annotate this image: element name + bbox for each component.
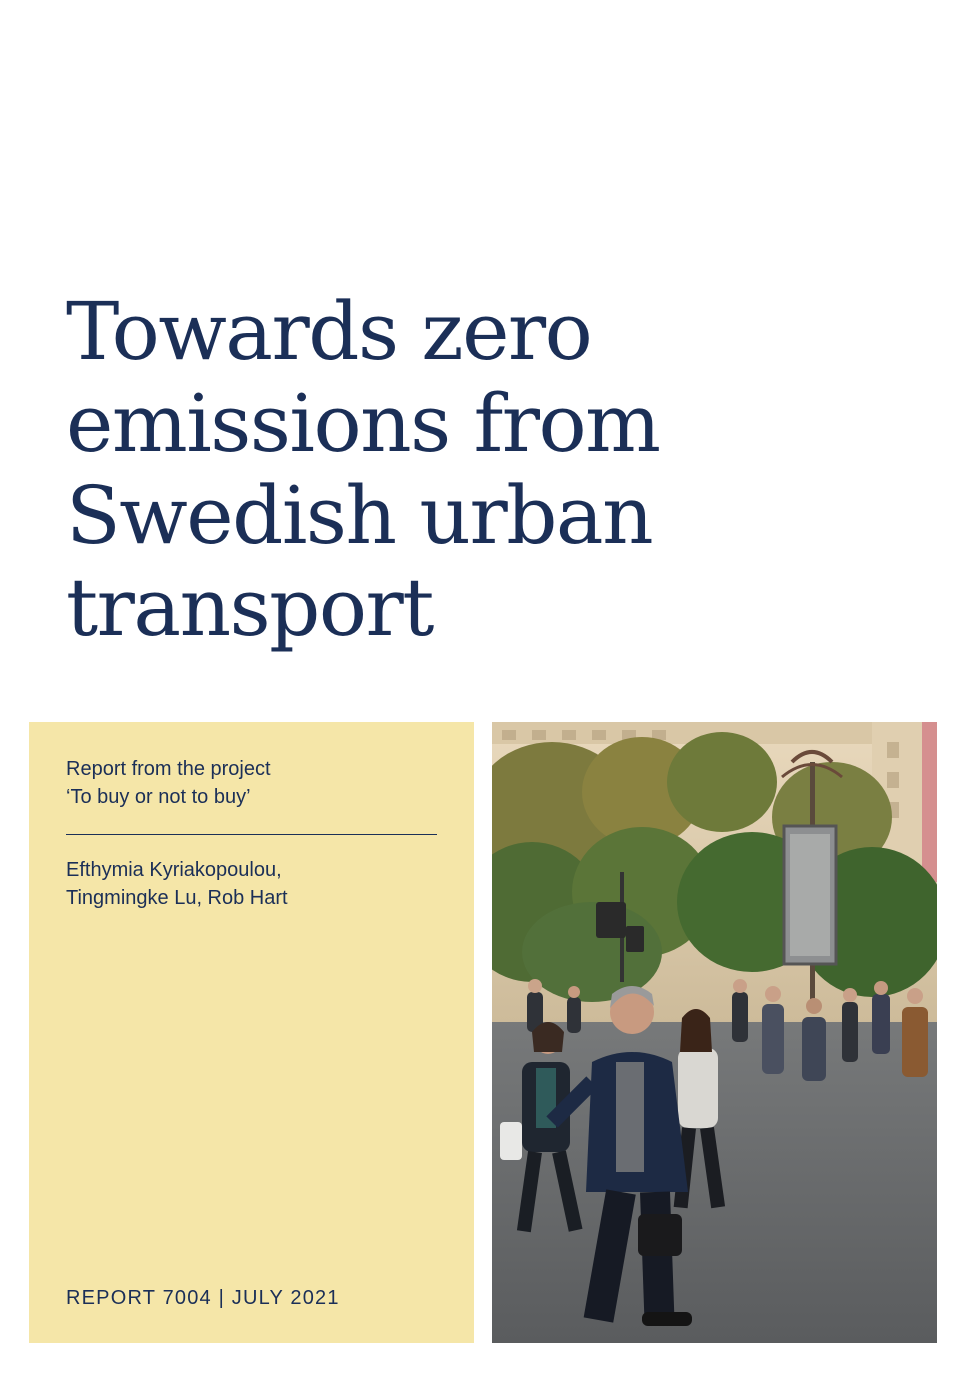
authors-line-2: Tingmingke Lu, Rob Hart <box>66 887 288 909</box>
divider <box>66 834 437 835</box>
authors-line-1: Efthymia Kyriakopoulou, <box>66 859 282 881</box>
project-line-2: ‘To buy or not to buy’ <box>66 786 251 808</box>
report-info: REPORT 7004 | JULY 2021 <box>66 1287 340 1309</box>
authors <box>66 856 446 912</box>
info-panel <box>29 722 474 1343</box>
project-description <box>66 755 446 811</box>
cover-photo <box>492 722 937 1343</box>
project-line-1: Report from the project <box>66 758 271 780</box>
report-title: Towards zero emissions from Swedish urban transport <box>66 285 660 654</box>
